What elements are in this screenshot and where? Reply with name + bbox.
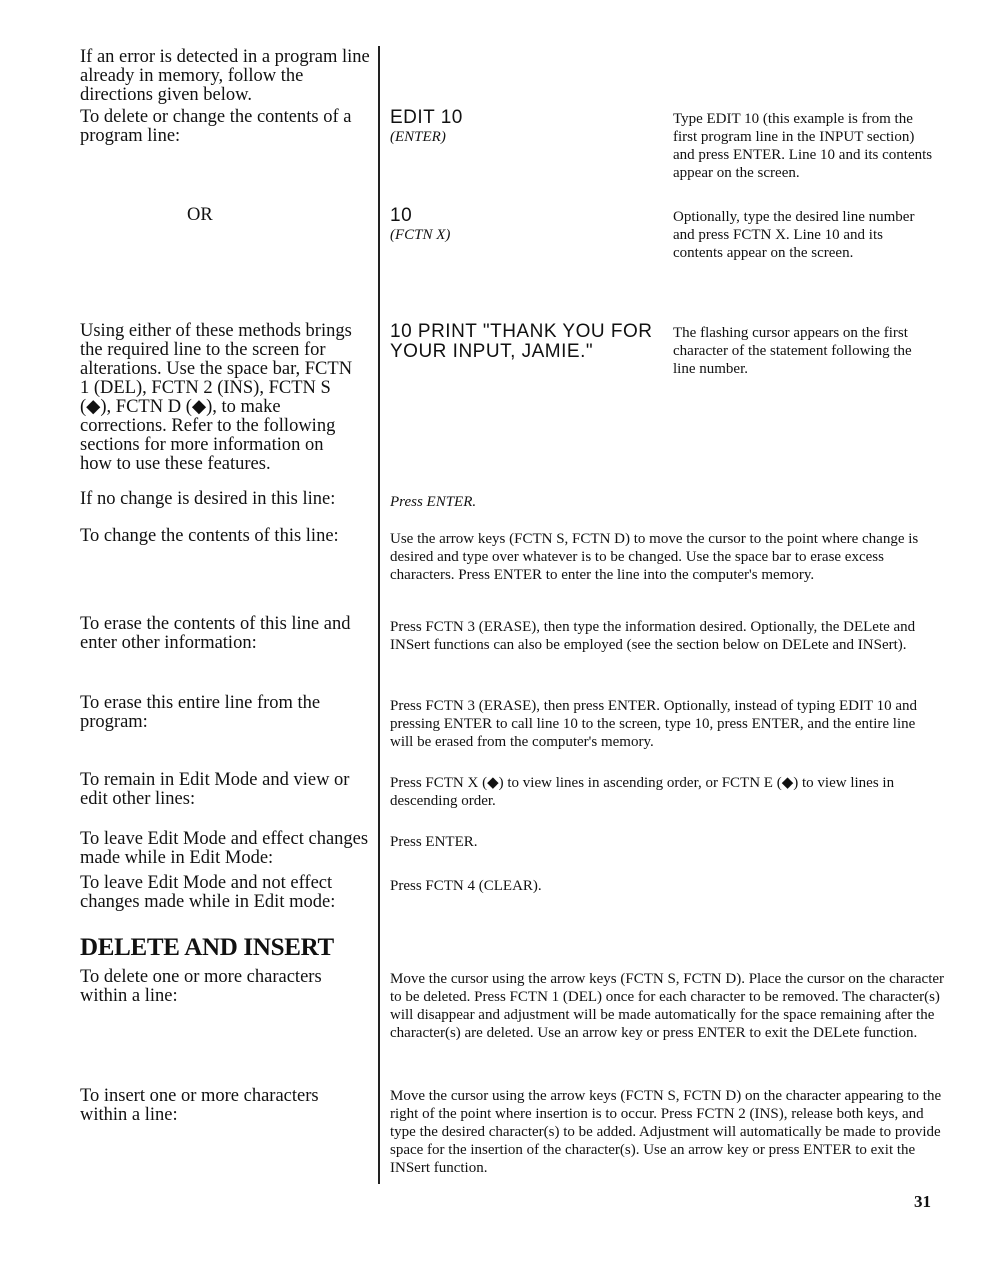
command-10: 10 xyxy=(390,205,413,226)
insert-chars-label: To insert one or more characters within a line: xyxy=(80,1086,319,1125)
row-label-change-contents: To change the contents of this line: xyxy=(80,526,339,546)
page-number: 31 xyxy=(914,1192,931,1211)
cursor-description: The flashing cursor appears on the first character of the statement following the line number. xyxy=(673,325,912,377)
row-label-leave-effect: To leave Edit Mode and effect changes made while in Edit Mode: xyxy=(80,829,369,868)
row-desc-remain-edit: Press FCTN X (◆) to view lines in ascending order, or FCTN E (◆) to view lines in descending order. xyxy=(390,775,895,809)
row-desc-leave-no-effect: Press FCTN 4 (CLEAR). xyxy=(390,878,542,894)
row-label-erase-contents: To erase the contents of this line and enter other information: xyxy=(80,614,351,653)
print-statement-line2: YOUR INPUT, JAMIE." xyxy=(390,341,594,362)
edit-10-description: Type EDIT 10 (this example is from the first program line in the INPUT section) and press ENTER. Line 10 and its contents appear on the screen. xyxy=(673,111,933,181)
delete-change-label: To delete or change the contents of a program line: xyxy=(80,107,352,146)
column-divider xyxy=(378,46,380,1184)
row-desc-leave-effect: Press ENTER. xyxy=(390,834,478,850)
delete-chars-description: Move the cursor using the arrow keys (FCTN S, FCTN D). Place the cursor on the character to be deleted. Press FCTN 1 (DEL) once for each character to be removed. The character(s) will disappear and adjustment will be made automatically for the space remaining after the character(s) are deleted. Use an arrow key or press ENTER to exit the DELete function. xyxy=(390,971,945,1041)
methods-text: Using either of these methods brings the required line to the screen for alterations. Use the space bar, FCTN 1 (DEL), FCTN 2 (INS), FCTN S (◆), FCTN D (◆), to make corrections. Refer to the following sections for more information on how to use these features. xyxy=(80,321,353,474)
key-fctn-x: (FCTN X) xyxy=(390,227,451,243)
command-edit-10: EDIT 10 xyxy=(390,107,463,128)
print-statement-line1: 10 PRINT "THANK YOU FOR xyxy=(390,321,653,342)
row-desc-change-contents: Use the arrow keys (FCTN S, FCTN D) to move the cursor to the point where change is desired and type over whatever is to be changed. Use the space bar to erase excess characters. Press ENTER to enter the line into the computer's memory. xyxy=(390,531,919,583)
row-desc-erase-line: Press FCTN 3 (ERASE), then press ENTER. Optionally, instead of typing EDIT 10 and pressing ENTER to call line 10 to the screen, type 10, press ENTER, and the entire line will be erased from the computer's memory. xyxy=(390,698,918,750)
section-heading: DELETE AND INSERT xyxy=(80,934,334,961)
row-desc-no-change: Press ENTER. xyxy=(390,494,477,510)
row-desc-erase-contents: Press FCTN 3 (ERASE), then type the information desired. Optionally, the DELete and INSert functions can also be employed (see the section below on DELete and INSert). xyxy=(390,619,916,653)
row-label-no-change: If no change is desired in this line: xyxy=(80,489,336,509)
insert-chars-description: Move the cursor using the arrow keys (FCTN S, FCTN D) on the character appearing to the right of the point where insertion is to occur. Press FCTN 2 (INS), release both keys, and type the desired character(s) to be added. Adjustment will automatically be made to provide space for the insertion of the character(s). Use an arrow key or press ENTER to exit the INSert function. xyxy=(390,1088,942,1176)
row-label-remain-edit: To remain in Edit Mode and view or edit other lines: xyxy=(80,770,350,809)
row-label-leave-no-effect: To leave Edit Mode and not effect changes made while in Edit mode: xyxy=(80,873,336,912)
delete-chars-label: To delete one or more characters within a line: xyxy=(80,967,322,1006)
fctn-x-description: Optionally, type the desired line number and press FCTN X. Line 10 and its contents appear on the screen. xyxy=(673,209,915,261)
key-enter: (ENTER) xyxy=(390,129,446,145)
intro-text: If an error is detected in a program line already in memory, follow the directions given below. xyxy=(80,47,370,105)
or-separator: OR xyxy=(187,205,213,225)
row-label-erase-line: To erase this entire line from the program: xyxy=(80,693,321,732)
